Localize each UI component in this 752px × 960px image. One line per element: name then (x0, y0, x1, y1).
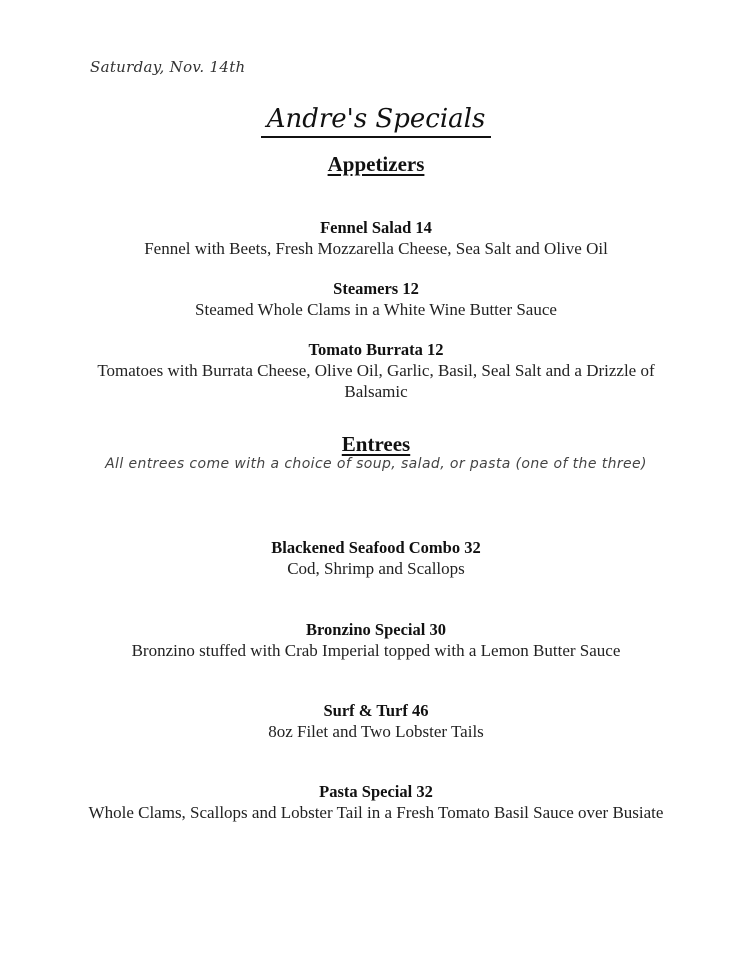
menu-item-name: Pasta Special 32 (319, 782, 433, 801)
menu-item-bronzino-special (0, 620, 752, 661)
menu-item-name: Bronzino Special 30 (306, 620, 446, 639)
menu-item-name: Tomato Burrata 12 (308, 340, 444, 359)
menu-item-description: Whole Clams, Scallops and Lobster Tail in a Fresh Tomato Basil Sauce over Busiate (88, 803, 664, 822)
menu-item-description: Tomatoes with Burrata Cheese, Olive Oil, Garlic, Basil, Seal Salt and a Drizzle of Balsamic (97, 361, 655, 401)
menu-item-name: Surf & Turf 46 (323, 701, 429, 720)
menu-title (0, 104, 752, 138)
menu-item-description: 8oz Filet and Two Lobster Tails (268, 722, 484, 741)
menu-item-steamers (0, 279, 752, 320)
menu-item-pasta-special (0, 782, 752, 823)
menu-item-name: Steamers 12 (333, 279, 419, 298)
menu-item-description: Cod, Shrimp and Scallops (287, 559, 465, 578)
menu-item-blackened-seafood-combo (0, 538, 752, 579)
menu-item-name: Blackened Seafood Combo 32 (271, 538, 481, 557)
menu-item-name: Fennel Salad 14 (320, 218, 432, 237)
entrees-note: All entrees come with a choice of soup, salad, or pasta (one of the three) (105, 456, 647, 472)
menu-item-description: Fennel with Beets, Fresh Mozzarella Cheese, Sea Salt and Olive Oil (144, 239, 608, 258)
menu-item-description: Steamed Whole Clams in a White Wine Butter Sauce (195, 300, 557, 319)
menu-title-text: Andre's Specials (261, 104, 492, 138)
menu-item-fennel-salad (0, 218, 752, 259)
menu-item-surf-and-turf (0, 701, 752, 742)
menu-item-tomato-burrata (0, 340, 752, 402)
menu-item-description: Bronzino stuffed with Crab Imperial topped with a Lemon Butter Sauce (131, 641, 621, 660)
menu-date: Saturday, Nov. 14th (90, 58, 246, 76)
appetizers-heading: Appetizers (327, 152, 425, 176)
entrees-heading: Entrees (341, 432, 411, 456)
